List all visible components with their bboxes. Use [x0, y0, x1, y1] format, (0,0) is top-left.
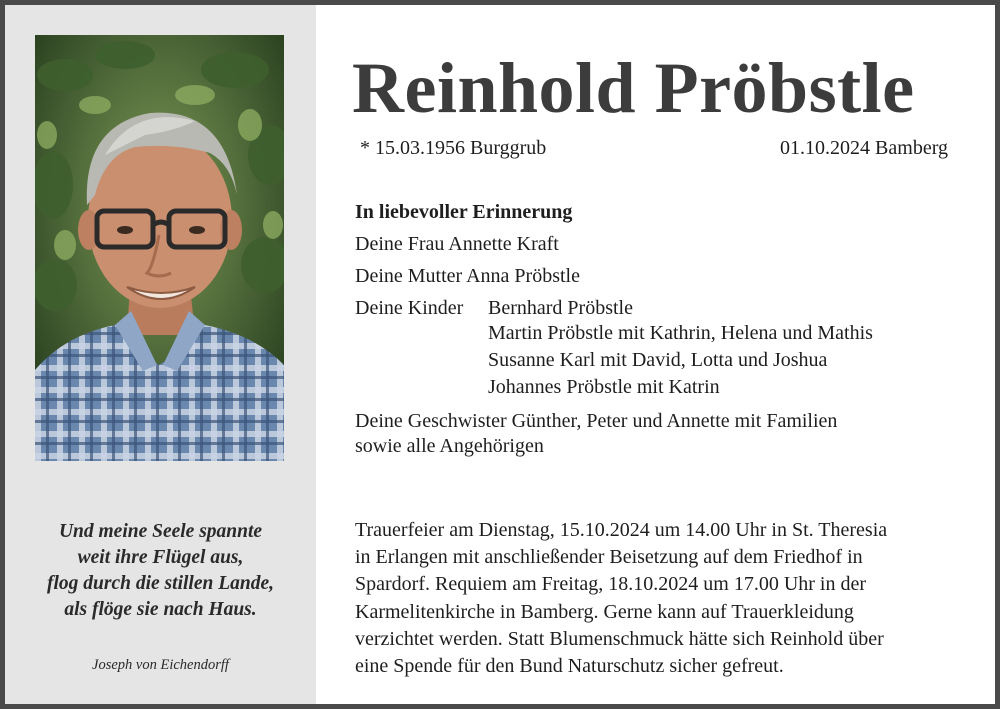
portrait-illustration [35, 35, 284, 461]
children-label: Deine Kinder [355, 297, 464, 319]
mourner-mother: Deine Mutter Anna Pröbstle [355, 265, 580, 287]
mourners-heading: In liebevoller Erinnerung [355, 201, 573, 223]
service-line: verzichtet werden. Statt Blumenschmuck hätte sich Reinhold über [355, 627, 884, 650]
service-line: Trauerfeier am Dienstag, 15.10.2024 um 14.00 Uhr in St. Theresia [355, 519, 888, 541]
service-line: eine Spende für den Bund Naturschutz sicher gefreut. [355, 655, 784, 678]
quote-line: Und meine Seele spannte [58, 521, 263, 542]
quote-line: als flöge sie nach Haus. [64, 599, 257, 620]
siblings-block [355, 409, 965, 459]
death-date-place: 01.10.2024 Bamberg [780, 137, 948, 159]
quote-line: weit ihre Flügel aus, [77, 547, 244, 568]
service-line: in Erlangen mit anschließender Beisetzung auf dem Friedhof in [355, 546, 863, 569]
quote-author: Joseph von Eichendorff [92, 657, 229, 673]
child-entry: Bernhard Pröbstle [488, 297, 633, 319]
service-details [355, 517, 970, 680]
memorial-quote [5, 519, 316, 623]
deceased-name: Reinhold Pröbstle [352, 48, 915, 128]
mourner-wife: Deine Frau Annette Kraft [355, 233, 559, 255]
children-block [355, 296, 965, 401]
child-entry: Susanne Karl mit David, Lotta und Joshua [488, 349, 828, 371]
quote-line: flog durch die stillen Lande, [47, 573, 274, 594]
mourners-section [355, 200, 965, 459]
relatives-line: sowie alle Angehörigen [355, 435, 544, 457]
service-line: Karmelitenkirche in Bamberg. Gerne kann auf Trauerkleidung [355, 600, 854, 623]
children-list [488, 296, 873, 401]
child-entry: Martin Pröbstle mit Kathrin, Helena und Mathis [488, 322, 873, 344]
child-entry: Johannes Pröbstle mit Katrin [488, 376, 720, 398]
siblings-line: Deine Geschwister Günther, Peter und Annette mit Familien [355, 410, 838, 432]
birth-date-place: * 15.03.1956 Burggrub [360, 137, 547, 159]
portrait-photo [35, 35, 284, 461]
service-line: Spardorf. Requiem am Freitag, 18.10.2024 um 17.00 Uhr in der [355, 573, 867, 596]
